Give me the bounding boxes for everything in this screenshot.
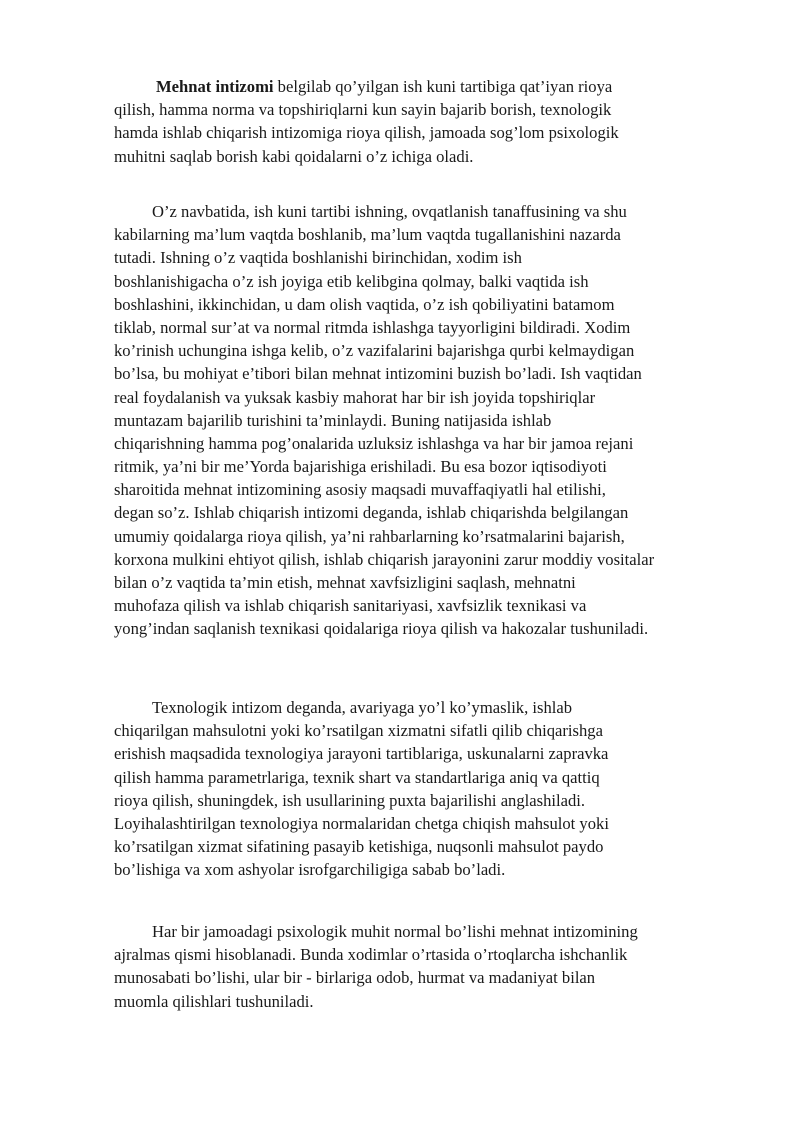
paragraph-line: degan so’z. Ishlab chiqarish intizomi deganda, ishlab chiqarishda belgilangan bbox=[114, 503, 629, 523]
paragraph-line: korxona mulkini ehtiyot qilish, ishlab chiqarish jarayonini zarur moddiy vositalar bbox=[114, 549, 655, 569]
bold-term: Mehnat intizomi bbox=[156, 77, 274, 96]
paragraph-line: muhitni saqlab borish kabi qoidalarni o’z ichiga oladi. bbox=[114, 146, 474, 166]
paragraph-line: boshlanishigacha o’z ish joyiga etib kelibgina qolmay, balki vaqtida ish bbox=[114, 271, 589, 291]
paragraph-line: kabilarning ma’lum vaqtda boshlanib, ma’lum vaqtda tugallanishini nazarda bbox=[114, 225, 621, 245]
paragraph-line: chiqarishning hamma pog’onalarida uzluksiz ishlashga va har bir jamoa rejani bbox=[114, 433, 634, 453]
paragraph-line: real foydalanish va yuksak kasbiy mahorat har bir ish joyida topshiriqlar bbox=[114, 387, 596, 407]
paragraph-line: muhofaza qilish va ishlab chiqarish sanitariyasi, xavfsizlik texnikasi va bbox=[114, 596, 587, 616]
paragraph-line: bo’lishiga va xom ashyolar isrofgarchiligiga sabab bo’ladi. bbox=[114, 860, 506, 880]
paragraph-line: muomla qilishlari tushuniladi. bbox=[114, 991, 314, 1011]
paragraph-line: sharoitida mehnat intizomining asosiy maqsadi muvaffaqiyatli hal etilishi, bbox=[114, 480, 606, 500]
paragraph-line: Texnologik intizom deganda, avariyaga yo’l ko’ymaslik, ishlab bbox=[152, 698, 573, 717]
paragraph-line: ajralmas qismi hisoblanadi. Bunda xodimlar o’rtasida o’rtoqlarcha ishchanlik bbox=[114, 945, 628, 965]
paragraph-line: tiklab, normal sur’at va normal ritmda ishlashga tayyorligini bildiradi. Xodim bbox=[114, 317, 631, 337]
paragraph-technological-discipline bbox=[114, 696, 744, 882]
paragraph-labor-discipline bbox=[114, 75, 744, 168]
paragraph-line: ko’rsatilgan xizmat sifatining pasayib ketishiga, nuqsonli mahsulot paydo bbox=[114, 837, 604, 857]
paragraph-line: chiqarilgan mahsulotni yoki ko’rsatilgan xizmatni sifatli qilib chiqarishga bbox=[114, 721, 603, 741]
paragraph-line bbox=[114, 75, 744, 98]
paragraph-line: yong’indan saqlanish texnikasi qoidalariga rioya qilish va hakozalar tushuniladi. bbox=[114, 619, 649, 639]
paragraph-line: umumiy qoidalarga rioya qilish, ya’ni rahbarlarning ko’rsatmalarini bajarish, bbox=[114, 526, 625, 546]
paragraph-line: Har bir jamoadagi psixologik muhit normal bo’lishi mehnat intizomining bbox=[152, 922, 638, 941]
paragraph-line: muntazam bajarilib turishini ta’minlaydi. Buning natijasida ishlab bbox=[114, 410, 552, 430]
paragraph-line: hamda ishlab chiqarish intizomiga rioya qilish, jamoada sog’lom psixologik bbox=[114, 123, 619, 143]
paragraph-line: bilan o’z vaqtida ta’min etish, mehnat xavfsizligini saqlash, mehnatni bbox=[114, 573, 576, 592]
paragraph-line: qilish, hamma norma va topshiriqlarni kun sayin bajarib borish, texnologik bbox=[114, 100, 612, 120]
paragraph-line: O’z navbatida, ish kuni tartibi ishning, ovqatlanish tanaffusining va shu bbox=[152, 202, 627, 221]
paragraph-line: munosabati bo’lishi, ular bir - birlariga odob, hurmat va madaniyat bilan bbox=[114, 968, 596, 988]
paragraph-work-schedule bbox=[114, 200, 744, 641]
paragraph-line: bo’lsa, bu mohiyat e’tibori bilan mehnat intizomini buzish bo’ladi. Ish vaqtidan bbox=[114, 364, 642, 384]
paragraph-line: rioya qilish, shuningdek, ish usullarining puxta bajarilishi anglashiladi. bbox=[114, 790, 586, 810]
paragraph-line: qilish hamma parametrlariga, texnik shart va standartlariga aniq va qattiq bbox=[114, 767, 600, 787]
paragraph-line: ritmik, ya’ni bir me’Yorda bajarishiga erishiladi. Bu esa bozor iqtisodiyoti bbox=[114, 457, 607, 477]
line-text: belgilab qo’yilgan ish kuni tartibiga qat’iyan rioya bbox=[273, 77, 613, 96]
paragraph-line: tutadi. Ishning o’z vaqtida boshlanishi birinchidan, xodim ish bbox=[114, 248, 522, 268]
paragraph-psychological-climate bbox=[114, 920, 744, 1013]
paragraph-line: erishish maqsadida texnologiya jarayoni tartiblariga, uskunalarni zapravka bbox=[114, 744, 609, 764]
paragraph-line: ko’rinish uchungina ishga kelib, o’z vazifalarini bajarishga qurbi kelmaydigan bbox=[114, 341, 635, 361]
paragraph-line: boshlashini, ikkinchidan, u dam olish vaqtida, o’z ish qobiliyatini batamom bbox=[114, 294, 615, 314]
paragraph-line: Loyihalashtirilgan texnologiya normalaridan chetga chiqish mahsulot yoki bbox=[114, 813, 609, 833]
